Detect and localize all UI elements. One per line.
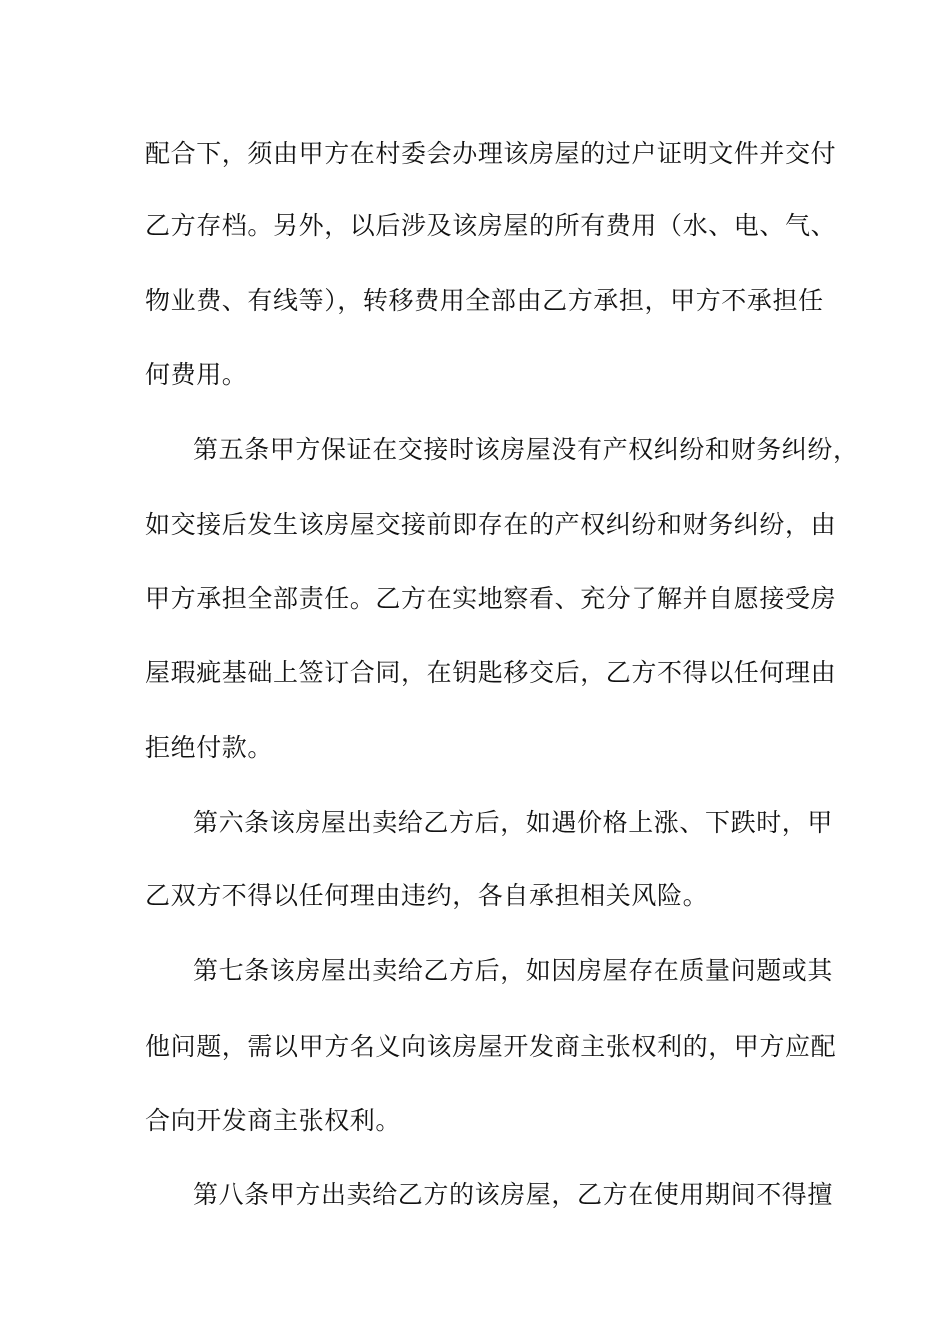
text-line: 乙方存档。另外，以后涉及该房屋的所有费用（水、电、气、 <box>145 211 837 240</box>
article-7-line: 第七条该房屋出卖给乙方后，如因房屋存在质量问题或其 <box>193 956 834 985</box>
text-line: 何费用。 <box>145 360 248 389</box>
text-line: 合向开发商主张权利。 <box>145 1106 402 1135</box>
article-8-line: 第八条甲方出卖给乙方的该房屋，乙方在使用期间不得擅 <box>193 1180 834 1209</box>
text-line: 如交接后发生该房屋交接前即存在的产权纠纷和财务纠纷，由 <box>145 510 837 539</box>
text-line: 甲方承担全部责任。乙方在实地察看、充分了解并自愿接受房 <box>145 584 837 613</box>
text-line: 拒绝付款。 <box>145 733 274 762</box>
text-line: 配合下，须由甲方在村委会办理该房屋的过户证明文件并交付 <box>145 139 837 168</box>
text-line: 屋瑕疵基础上签订合同，在钥匙移交后，乙方不得以任何理由 <box>145 658 837 687</box>
article-6-line: 第六条该房屋出卖给乙方后，如遇价格上涨、下跌时，甲 <box>193 808 834 837</box>
text-line: 物业费、有线等），转移费用全部由乙方承担，甲方不承担任 <box>145 286 824 315</box>
text-line: 乙双方不得以任何理由违约，各自承担相关风险。 <box>145 881 709 910</box>
article-5-line: 第五条甲方保证在交接时该房屋没有产权纠纷和财务纠纷， <box>193 435 859 464</box>
text-line: 他问题，需以甲方名义向该房屋开发商主张权利的，甲方应配 <box>145 1032 837 1061</box>
